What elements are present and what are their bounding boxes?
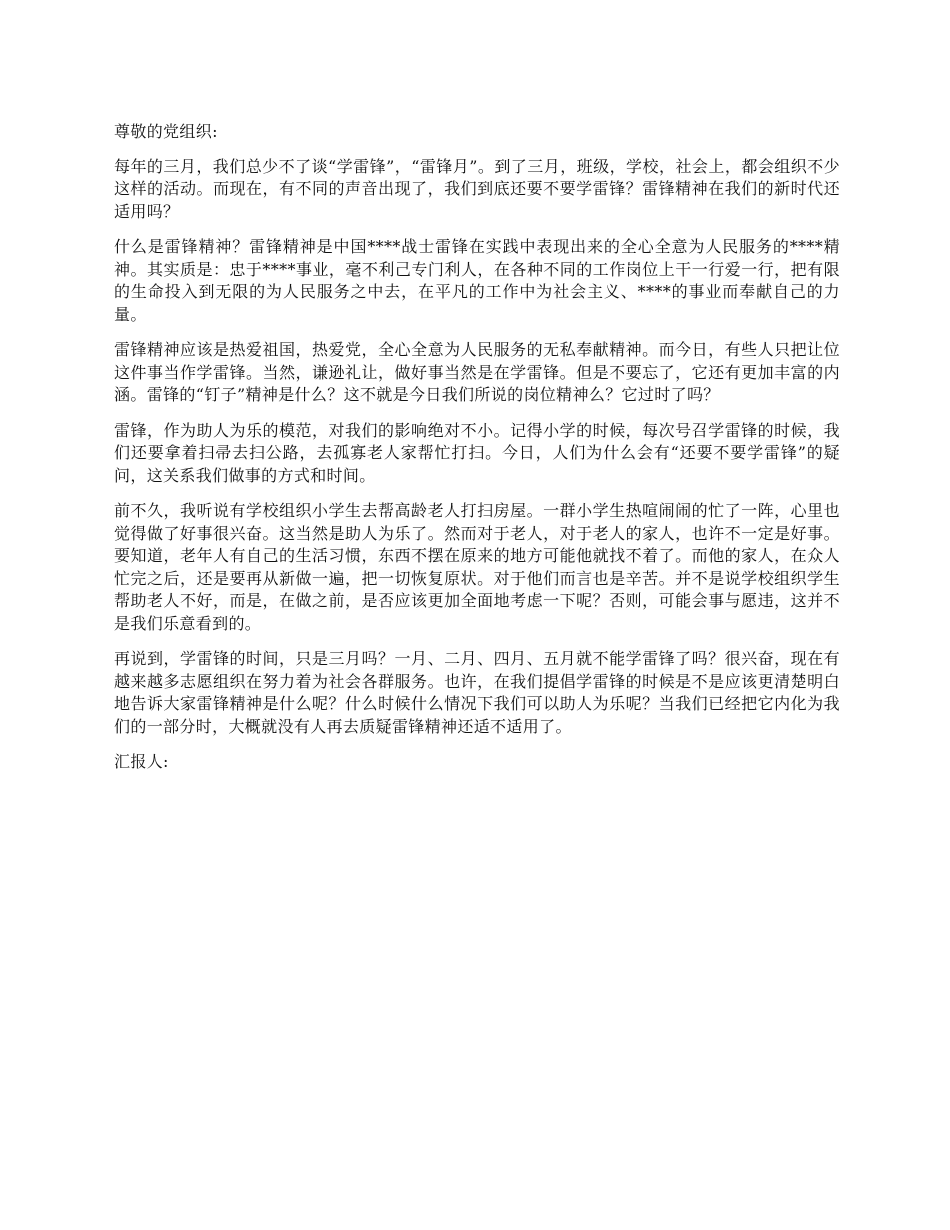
paragraph-3: 雷锋精神应该是热爱祖国，热爱党，全心全意为人民服务的无私奉献精神。而今日，有些人只把让位这件事当作学雷锋。当然，谦逊礼让，做好事当然是在学雷锋。但是不要忘了，它还有更加丰富的内涵。雷锋的“钉子”精神是什么？这不就是今日我们所说的岗位精神么？它过时了吗？ [114,340,840,404]
paragraph-1: 每年的三月，我们总少不了谈“学雷锋”，“雷锋月”。到了三月，班级，学校，社会上，都会组织不少这样的活动。而现在，有不同的声音出现了，我们到底还要不要学雷锋？雷锋精神在我们的新时代还适用吗？ [114,156,840,221]
paragraph-5: 前不久，我听说有学校组织小学生去帮高龄老人打扫房屋。一群小学生热喧闹闹的忙了一阵，心里也觉得做了好事很兴奋。这当然是助人为乐了。然而对于老人，对于老人的家人，也许不一定是好事。要知道，老年人有自己的生活习惯，东西不摆在原来的地方可能他就找不着了。而他的家人，在众人忙完之后，还是要再从新做一遍，把一切恢复原状。对于他们而言也是辛苦。并不是说学校组织学生帮助老人不好，而是，在做之前，是否应该更加全面地考虑一下呢？否则，可能会事与愿违，这并不是我们乐意看到的。 [114,501,840,633]
paragraph-4: 雷锋，作为助人为乐的模范，对我们的影响绝对不小。记得小学的时候，每次号召学雷锋的时候，我们还要拿着扫帚去扫公路，去孤寡老人家帮忙打扫。今日，人们为什么会有“还要不要学雷锋”的疑问，这关系我们做事的方式和时间。 [114,420,840,485]
paragraph-6: 再说到，学雷锋的时间，只是三月吗？一月、二月、四月、五月就不能学雷锋了吗？很兴奋，现在有越来越多志愿组织在努力着为社会各群服务。也许，在我们提倡学雷锋的时候是不是应该更清楚明白地告诉大家雷锋精神是什么呢？什么时候什么情况下我们可以助人为乐呢？当我们已经把它内化为我们的一部分时，大概就没有人再去质疑雷锋精神还适不适用了。 [114,649,840,736]
paragraph-2: 什么是雷锋精神？雷锋精神是中国****战士雷锋在实践中表现出来的全心全意为人民服务的****精神。其实质是：忠于****事业，毫不利己专门利人，在各种不同的工作岗位上干一行爱一行，把有限的生命投入到无限的为人民服务之中去，在平凡的工作中为社会主义、****的事业而奉献自己的力量。 [114,237,840,324]
document-page [114,121,840,787]
salutation: 尊敬的党组织: [114,122,218,141]
signature: 汇报人: [114,752,169,771]
